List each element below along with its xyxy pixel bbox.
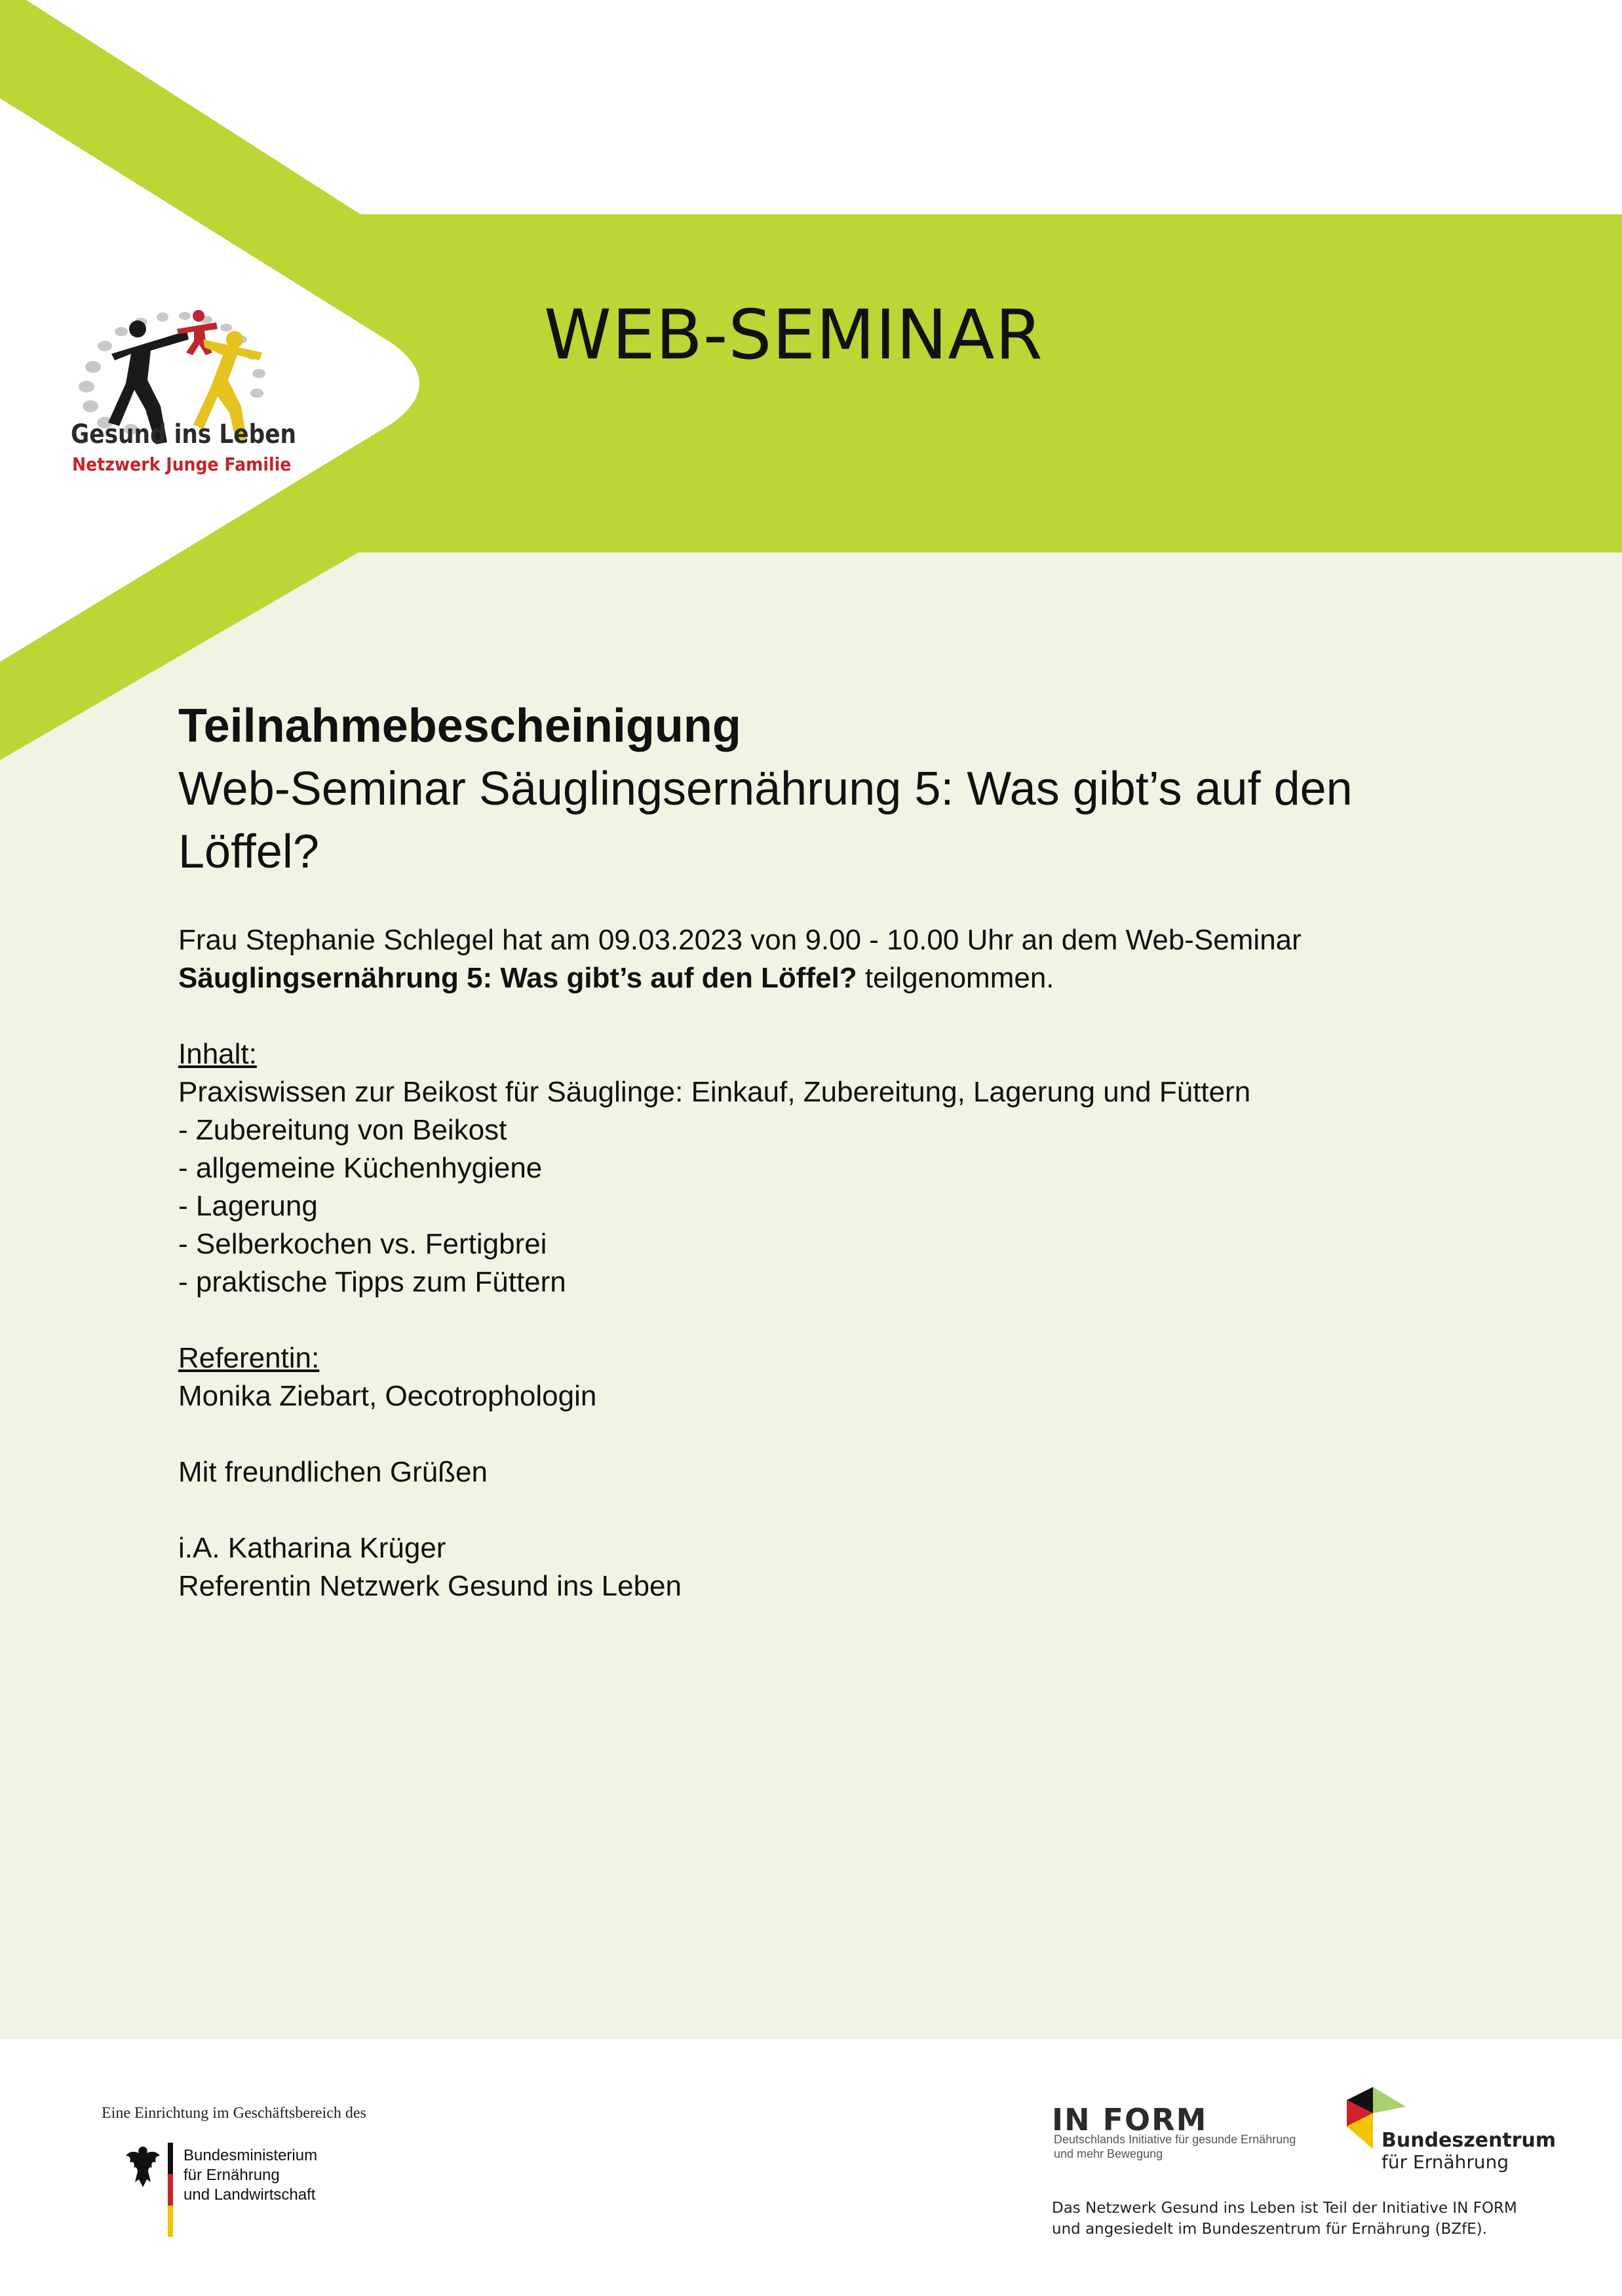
logo-subtitle: Netzwerk Junge Familie: [72, 453, 292, 475]
attendance-suffix: teilgenommen.: [857, 962, 1054, 994]
footer-left-caption: Eine Einrichtung im Geschäftsbereich des: [102, 2105, 366, 2122]
certificate-content: [178, 695, 1489, 1605]
closing: Mit freundlichen Grüßen: [178, 1456, 488, 1488]
list-item: - Lagerung: [178, 1190, 318, 1222]
german-flag-bar-icon: [168, 2143, 173, 2237]
ministry-line: und Landwirtschaft: [183, 2186, 316, 2204]
list-item: - Selberkochen vs. Fertigbrei: [178, 1228, 547, 1260]
attendance-text: [178, 921, 1489, 997]
document-title: Teilnahmebescheinigung: [178, 700, 741, 752]
seminar-name: Web-Seminar Säuglingsernährung 5: Was gibt’s auf den Löffel?: [178, 763, 1353, 878]
list-item: - Zubereitung von Beikost: [178, 1114, 507, 1146]
bzfe-name: Bundeszentrum: [1381, 2129, 1556, 2152]
ministry-line: Bundesministerium: [183, 2147, 318, 2164]
header-title: WEB-SEMINAR: [544, 295, 1043, 375]
list-item: - allgemeine Küchenhygiene: [178, 1152, 543, 1184]
attendance-prefix: Frau Stephanie Schlegel hat am 09.03.2023 von 9.00 - 10.00 Uhr an dem Web-Seminar: [178, 924, 1302, 956]
content-heading: Inhalt:: [178, 1038, 257, 1070]
speaker-heading: Referentin:: [178, 1342, 320, 1374]
footer-note: [1052, 2198, 1517, 2240]
content-intro: Praxiswissen zur Beikost für Säuglinge: Einkauf, Zubereitung, Lagerung und Füttern: [178, 1076, 1251, 1108]
ministry-line: für Ernährung: [183, 2166, 280, 2184]
footer-note-line: und angesiedelt im Bundeszentrum für Ernährung (BZfE).: [1052, 2221, 1488, 2238]
list-item: - praktische Tipps zum Füttern: [178, 1266, 566, 1298]
signature-role: Referentin Netzwerk Gesund ins Leben: [178, 1570, 682, 1602]
speaker-name: Monika Ziebart, Oecotrophologin: [178, 1380, 597, 1412]
ministry-name: [183, 2146, 317, 2205]
federal-eagle-icon: [125, 2144, 161, 2190]
logo-name: Gesund ins Leben: [71, 419, 297, 450]
inform-sub-line: und mehr Bewegung: [1054, 2147, 1163, 2160]
signature-name: i.A. Katharina Krüger: [178, 1532, 446, 1564]
footer-note-line: Das Netzwerk Gesund ins Leben ist Teil der Initiative IN FORM: [1052, 2200, 1517, 2217]
attendance-topic: Säuglingsernährung 5: Was gibt’s auf den Löffel?: [178, 962, 857, 994]
bzfe-subtitle: für Ernährung: [1381, 2151, 1509, 2173]
inform-subtitle: [1054, 2132, 1296, 2161]
inform-sub-line: Deutschlands Initiative für gesunde Ernährung: [1054, 2133, 1296, 2146]
inform-logo: IN FORM: [1052, 2102, 1208, 2137]
